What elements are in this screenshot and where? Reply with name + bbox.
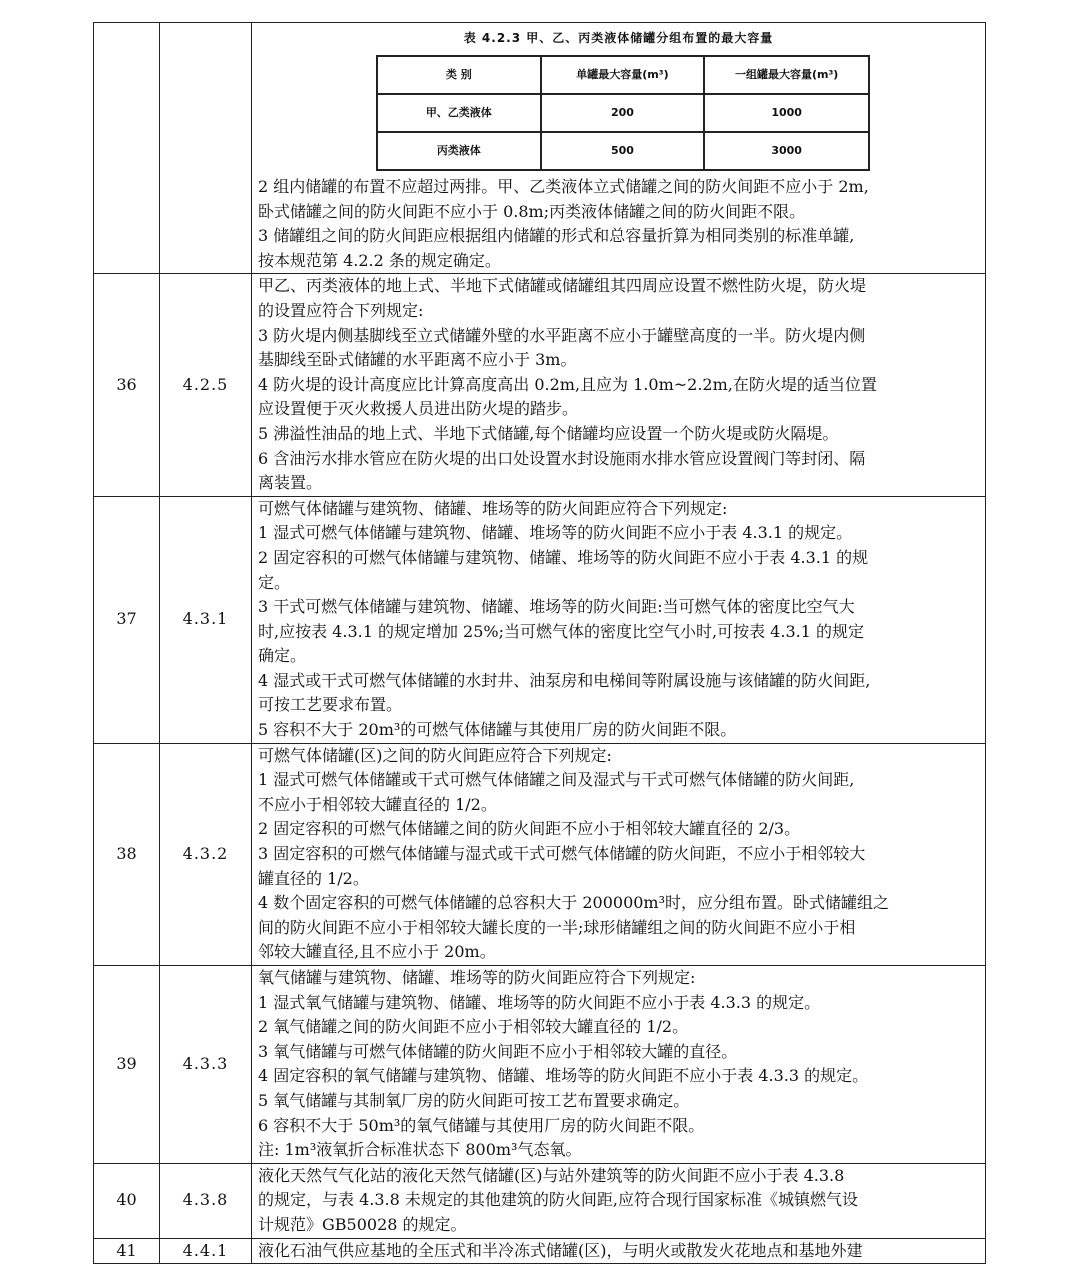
content-line: 的设置应符合下列规定: — [258, 300, 424, 320]
content-line: 2 氧气储罐之间的防火间距不应小于相邻较大罐直径的 1/2。 — [258, 1017, 689, 1037]
content-line: 5 氧气储罐与其制氧厂房的防火间距可按工艺布置要求确定。 — [258, 1090, 690, 1110]
capacity-row — [377, 132, 869, 170]
row-content — [252, 1238, 986, 1264]
clause-number — [160, 23, 252, 274]
embedded-table-figure — [258, 23, 979, 175]
content-line: 2 组内储罐的布置不应超过两排。甲、乙类液体立式储罐之间的防火间距不应小于 2m, — [258, 177, 869, 196]
content-line: 可燃气体储罐(区)之间的防火间距应符合下列规定: — [258, 745, 612, 765]
content-line: 应设置便于灭火救援人员进出防火堤的踏步。 — [258, 399, 579, 419]
clause-number: 4.2.5 — [160, 274, 252, 496]
content-line: 4 数个固定容积的可燃气体储罐的总容积大于 200000m³时，应分组布置。卧式储罐组之 — [258, 893, 890, 913]
row-number: 40 — [94, 1163, 160, 1238]
content-line: 3 储罐组之间的防火间距应根据组内储罐的形式和总容量折算为相同类别的标准单罐, — [258, 226, 855, 246]
row-content — [252, 966, 986, 1164]
content-line: 计规范》GB50028 的规定。 — [258, 1214, 467, 1234]
content-line: 基脚线至卧式储罐的水平距离不应小于 3m。 — [258, 350, 577, 370]
capacity-cell: 500 — [541, 132, 705, 170]
row-number: 39 — [94, 966, 160, 1164]
content-line: 3 固定容积的可燃气体储罐与湿式或干式可燃气体储罐的防火间距，不应小于相邻较大 — [258, 844, 866, 864]
embedded-table-title: 表 4.2.3 甲、乙、丙类液体储罐分组布置的最大容量 — [463, 31, 774, 45]
row-content — [252, 23, 986, 274]
content-line: 3 氧气储罐与可燃气体储罐的防火间距不应小于相邻较大罐的直径。 — [258, 1041, 738, 1061]
content-line: 4 防火堤的设计高度应比计算高度高出 0.2m,且应为 1.0m~2.2m,在防火堤的适当位置 — [258, 374, 877, 394]
content-line: 4 固定容积的氧气储罐与建筑物、储罐、堆场等的防火间距不应小于表 4.3.3 的规定。 — [258, 1066, 869, 1086]
row-content — [252, 743, 986, 965]
capacity-header-category: 类 别 — [377, 56, 541, 94]
content-line: 6 容积不大于 50m³的氧气储罐与其使用厂房的防火间距不限。 — [258, 1115, 705, 1135]
content-line: 离装置。 — [258, 473, 323, 493]
table-row — [94, 274, 986, 496]
content-line: 的规定，与表 4.3.8 未规定的其他建筑的防火间距,应符合现行国家标准《城镇燃气设 — [258, 1190, 858, 1210]
content-line: 甲乙、丙类液体的地上式、半地下式储罐或储罐组其四周应设置不燃性防火堤，防火堤 — [258, 276, 867, 296]
content-line: 不应小于相邻较大罐直径的 1/2。 — [258, 794, 497, 814]
row-content — [252, 496, 986, 743]
capacity-row — [377, 94, 869, 132]
content-line: 液化天然气气化站的液化天然气储罐(区)与站外建筑等的防火间距不应小于表 4.3.8 — [258, 1165, 845, 1185]
row-number: 37 — [94, 496, 160, 743]
content-line: 可燃气体储罐与建筑物、储罐、堆场等的防火间距应符合下列规定: — [258, 498, 728, 518]
row-content — [252, 1163, 986, 1238]
content-line: 间的防火间距不应小于相邻较大罐长度的一半;球形储罐组之间的防火间距不应小于相 — [258, 917, 856, 937]
content-line: 1 湿式可燃气体储罐或干式可燃气体储罐之间及湿式与干式可燃气体储罐的防火间距, — [258, 770, 855, 790]
capacity-cell: 甲、乙类液体 — [377, 94, 541, 132]
content-line: 3 防火堤内侧基脚线至立式储罐外壁的水平距离不应小于罐壁高度的一半。防火堤内侧 — [258, 325, 866, 345]
capacity-header-row — [377, 56, 869, 94]
row-number — [94, 23, 160, 274]
content-line: 罐直径的 1/2。 — [258, 868, 369, 888]
row-content — [252, 274, 986, 496]
capacity-cell: 3000 — [704, 132, 869, 170]
capacity-table — [376, 55, 870, 171]
content-line: 5 沸溢性油品的地上式、半地下式储罐,每个储罐均应设置一个防火堤或防火隔堤。 — [258, 423, 839, 443]
content-line: 卧式储罐之间的防火间距不应小于 0.8m;丙类液体储罐之间的防火间距不限。 — [258, 201, 806, 221]
row-number: 38 — [94, 743, 160, 965]
content-line: 1 湿式可燃气体储罐与建筑物、储罐、堆场等的防火间距不应小于表 4.3.1 的规定。 — [258, 523, 853, 543]
content-line: 6 含油污水排水管应在防火堤的出口处设置水封设施雨水排水管应设置阀门等封闭、隔 — [258, 448, 866, 468]
content-line: 3 干式可燃气体储罐与建筑物、储罐、堆场等的防火间距:当可燃气体的密度比空气大 — [258, 597, 855, 617]
capacity-cell: 200 — [541, 94, 705, 132]
content-line: 4 湿式或干式可燃气体储罐的水封井、油泵房和电梯间等附属设施与该储罐的防火间距, — [258, 670, 871, 690]
table-row — [94, 23, 986, 274]
capacity-header-single: 单罐最大容量(m³) — [541, 56, 705, 94]
content-line: 时,应按表 4.3.1 的规定增加 25%;当可燃气体的密度比空气小时,可按表 4.3.1 的规定 — [258, 621, 864, 641]
clause-number: 4.4.1 — [160, 1238, 252, 1264]
table-row — [94, 743, 986, 965]
content-line: 注: 1m³液氧折合标准状态下 800m³气态氧。 — [258, 1140, 582, 1160]
capacity-cell: 1000 — [704, 94, 869, 132]
clause-number: 4.3.1 — [160, 496, 252, 743]
table-row — [94, 496, 986, 743]
table-row — [94, 1238, 986, 1264]
capacity-cell: 丙类液体 — [377, 132, 541, 170]
content-line: 确定。 — [258, 646, 307, 666]
content-line: 按本规范第 4.2.2 条的规定确定。 — [258, 250, 501, 270]
content-line: 2 固定容积的可燃气体储罐与建筑物、储罐、堆场等的防火间距不应小于表 4.3.1 的规 — [258, 547, 869, 567]
content-line: 2 固定容积的可燃气体储罐之间的防火间距不应小于相邻较大罐直径的 2/3。 — [258, 819, 801, 839]
clause-number: 4.3.3 — [160, 966, 252, 1164]
content-line: 5 容积不大于 20m³的可燃气体储罐与其使用厂房的防火间距不限。 — [258, 720, 737, 740]
content-line: 邻较大罐直径,且不应小于 20m。 — [258, 942, 496, 962]
row-number: 41 — [94, 1238, 160, 1264]
table-row — [94, 966, 986, 1164]
content-line: 定。 — [258, 572, 291, 592]
content-line: 液化石油气供应基地的全压式和半冷冻式储罐(区)，与明火或散发火花地点和基地外建 — [258, 1240, 863, 1260]
capacity-header-group: 一组罐最大容量(m³) — [704, 56, 869, 94]
clause-number: 4.3.2 — [160, 743, 252, 965]
content-line: 氧气储罐与建筑物、储罐、堆场等的防火间距应符合下列规定: — [258, 968, 696, 987]
regulation-table — [93, 22, 986, 1264]
content-line: 可按工艺要求布置。 — [258, 695, 403, 715]
content-line: 1 湿式氧气储罐与建筑物、储罐、堆场等的防火间距不应小于表 4.3.3 的规定。 — [258, 992, 821, 1012]
row-number: 36 — [94, 274, 160, 496]
table-row — [94, 1163, 986, 1238]
clause-number: 4.3.8 — [160, 1163, 252, 1238]
